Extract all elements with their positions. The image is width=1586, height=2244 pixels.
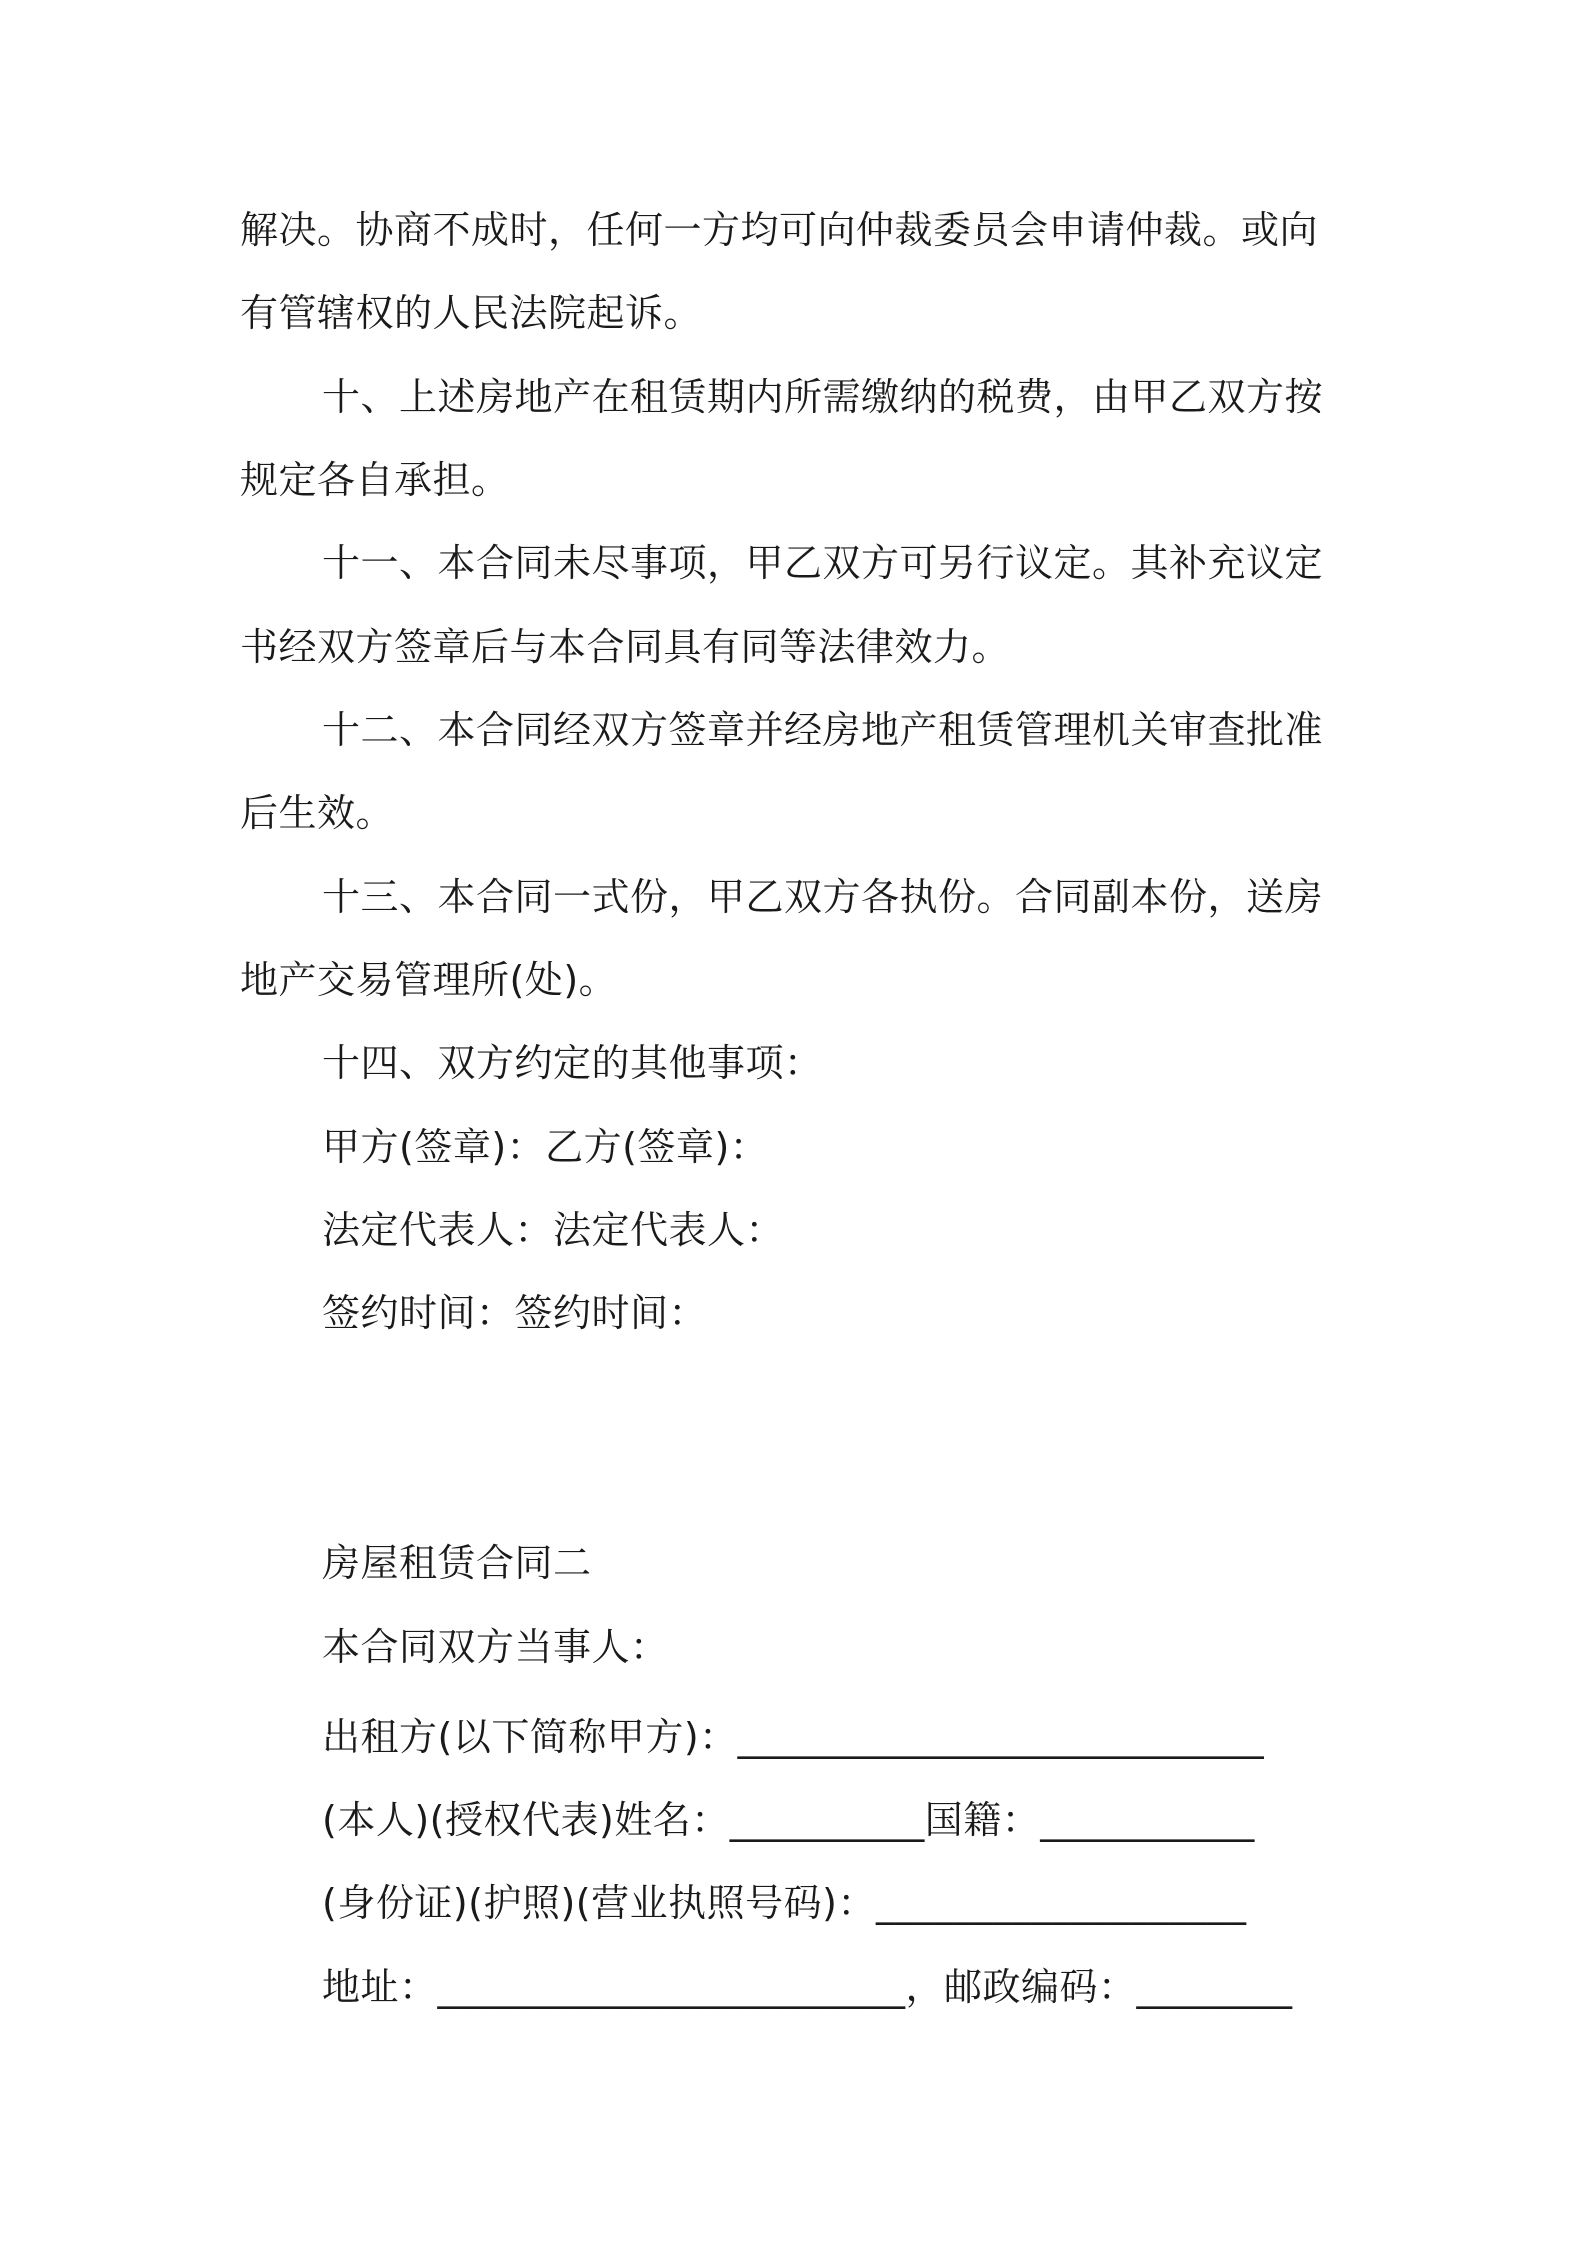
paragraph-line: 书经双方签章后与本合同具有同等法律效力。: [240, 625, 1011, 669]
clause-10: 十、上述房地产在租赁期内所需缴纳的税费，由甲乙双方按: [322, 375, 1324, 419]
clause-12: 十二、本合同经双方签章并经房地产租赁管理机关审查批准: [322, 708, 1324, 752]
clause-14: 十四、双方约定的其他事项：: [322, 1041, 823, 1085]
clause-13: 十三、本合同一式份，甲乙双方各执份。合同副本份，送房: [322, 875, 1324, 919]
name-nationality-field: (本人)(授权代表)姓名：__________国籍：___________: [322, 1798, 1255, 1842]
paragraph-line: 规定各自承担。: [240, 458, 510, 502]
clause-11: 十一、本合同未尽事项，甲乙双方可另行议定。其补充议定: [322, 541, 1324, 585]
paragraph-line: 有管辖权的人民法院起诉。: [240, 291, 703, 335]
address-postcode-field: 地址：________________________，邮政编码：________: [322, 1965, 1293, 2009]
lessor-field: 出租方(以下简称甲方)：___________________________: [322, 1715, 1265, 1759]
signature-date: 签约时间：签约时间：: [322, 1291, 708, 1335]
paragraph-line: 地产交易管理所(处)。: [240, 958, 618, 1002]
signature-representative: 法定代表人：法定代表人：: [322, 1208, 785, 1252]
contract-2-parties-intro: 本合同双方当事人：: [322, 1625, 669, 1669]
contract-2-title: 房屋租赁合同二: [322, 1541, 592, 1585]
id-number-field: (身份证)(护照)(营业执照号码)：___________________: [322, 1881, 1247, 1925]
paragraph-line: 后生效。: [240, 791, 395, 835]
paragraph-line: 解决。协商不成时，任何一方均可向仲裁委员会申请仲裁。或向: [240, 208, 1319, 252]
signature-party: 甲方(签章)：乙方(签章)：: [322, 1125, 769, 1169]
